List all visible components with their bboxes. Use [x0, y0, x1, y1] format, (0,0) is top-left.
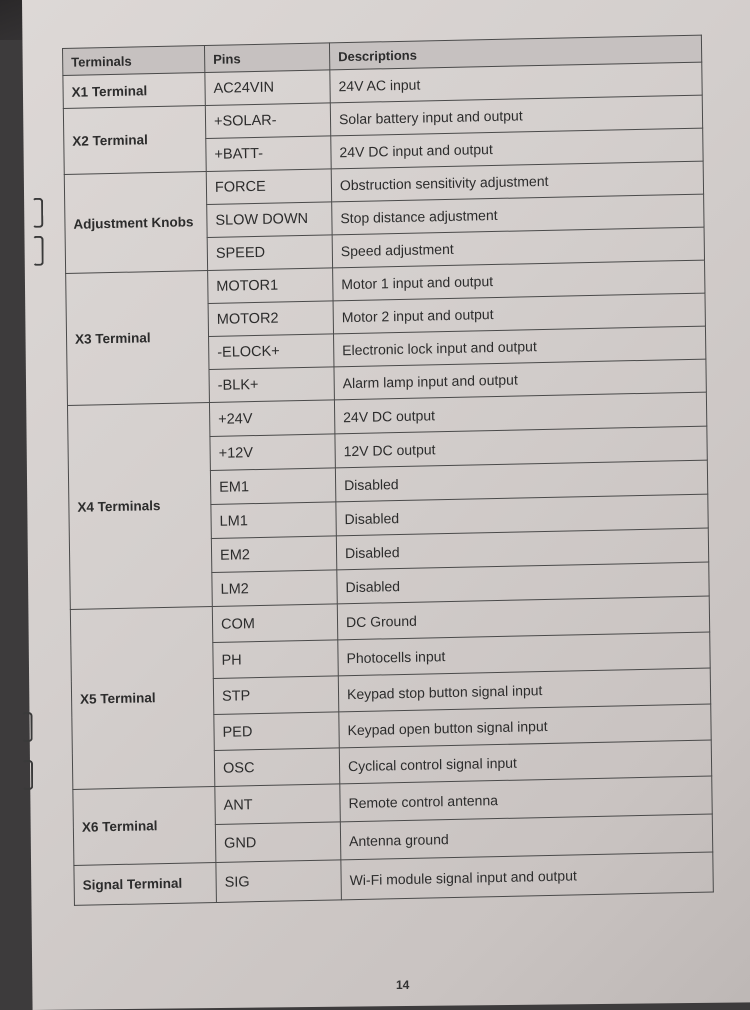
terminal-group-label: X1 Terminal	[63, 73, 205, 109]
binding-ring-icon	[32, 236, 43, 266]
terminal-group-label: X2 Terminal	[63, 106, 206, 175]
description-cell: Electronic lock input and output	[334, 326, 706, 367]
pin-cell: MOTOR2	[208, 301, 333, 337]
pin-cell: +BATT-	[206, 136, 331, 172]
description-cell: 24V DC output	[334, 392, 706, 434]
pin-cell: SIG	[216, 860, 342, 903]
header-pins: Pins	[204, 43, 329, 73]
pin-cell: SLOW DOWN	[207, 202, 332, 238]
terminal-group-label: X3 Terminal	[66, 270, 210, 405]
pin-cell: +SOLAR-	[205, 103, 330, 139]
description-cell: Antenna ground	[340, 814, 712, 860]
description-cell: Photocells input	[338, 632, 710, 676]
description-cell: Obstruction sensitivity adjustment	[331, 161, 703, 202]
terminal-group-label: Signal Terminal	[74, 862, 217, 905]
pin-cell: -ELOCK+	[209, 334, 334, 370]
description-cell: Cyclical control signal input	[339, 740, 711, 784]
description-cell: Disabled	[335, 460, 707, 502]
table-body	[63, 62, 713, 905]
terminal-pin-table	[62, 35, 714, 906]
terminal-group-label: Adjustment Knobs	[64, 172, 207, 274]
pin-cell: GND	[215, 822, 341, 863]
pin-cell: -BLK+	[209, 367, 334, 403]
description-cell: Keypad stop button signal input	[338, 668, 710, 712]
binding-ring-icon	[21, 712, 32, 742]
binding-ring-icon	[32, 198, 43, 228]
description-cell: Disabled	[336, 528, 708, 570]
description-cell: Alarm lamp input and output	[334, 359, 706, 400]
header-descriptions: Descriptions	[329, 35, 701, 70]
terminal-group-label: X6 Terminal	[73, 786, 216, 865]
pin-cell: STP	[213, 676, 338, 715]
page-number: 14	[396, 978, 410, 992]
terminal-group-label: X4 Terminals	[67, 402, 212, 609]
description-cell: Motor 1 input and output	[333, 260, 705, 301]
pin-cell: +12V	[210, 434, 335, 471]
pin-cell: COM	[212, 604, 337, 643]
pin-cell: EM1	[210, 468, 335, 505]
terminal-table-wrapper	[62, 35, 714, 906]
description-cell: 24V DC input and output	[331, 128, 703, 169]
description-cell: Disabled	[337, 562, 709, 604]
description-cell: 24V AC input	[330, 62, 702, 103]
pin-cell: FORCE	[206, 169, 331, 205]
header-terminals: Terminals	[63, 46, 205, 76]
description-cell: Disabled	[336, 494, 708, 536]
terminal-group-label: X5 Terminal	[70, 606, 214, 789]
pin-cell: LM1	[211, 502, 336, 539]
pin-cell: PED	[214, 712, 339, 751]
pin-cell: MOTOR1	[208, 268, 333, 304]
description-cell: Stop distance adjustment	[332, 194, 704, 235]
description-cell: Wi-Fi module signal input and output	[341, 852, 713, 900]
pin-cell: ANT	[215, 784, 341, 825]
description-cell: Solar battery input and output	[330, 95, 702, 136]
pin-cell: OSC	[214, 748, 339, 787]
description-cell: 12V DC output	[335, 426, 707, 468]
pin-cell: PH	[213, 640, 338, 679]
description-cell: Keypad open button signal input	[339, 704, 711, 748]
description-cell: DC Ground	[337, 596, 709, 640]
pin-cell: AC24VIN	[205, 70, 330, 106]
pin-cell: SPEED	[207, 235, 332, 271]
pin-cell: LM2	[212, 570, 337, 607]
binding-ring-icon	[22, 760, 33, 790]
description-cell: Speed adjustment	[332, 227, 704, 268]
pin-cell: +24V	[209, 400, 334, 437]
description-cell: Motor 2 input and output	[333, 293, 705, 334]
description-cell: Remote control antenna	[340, 776, 712, 822]
pin-cell: EM2	[211, 536, 336, 573]
